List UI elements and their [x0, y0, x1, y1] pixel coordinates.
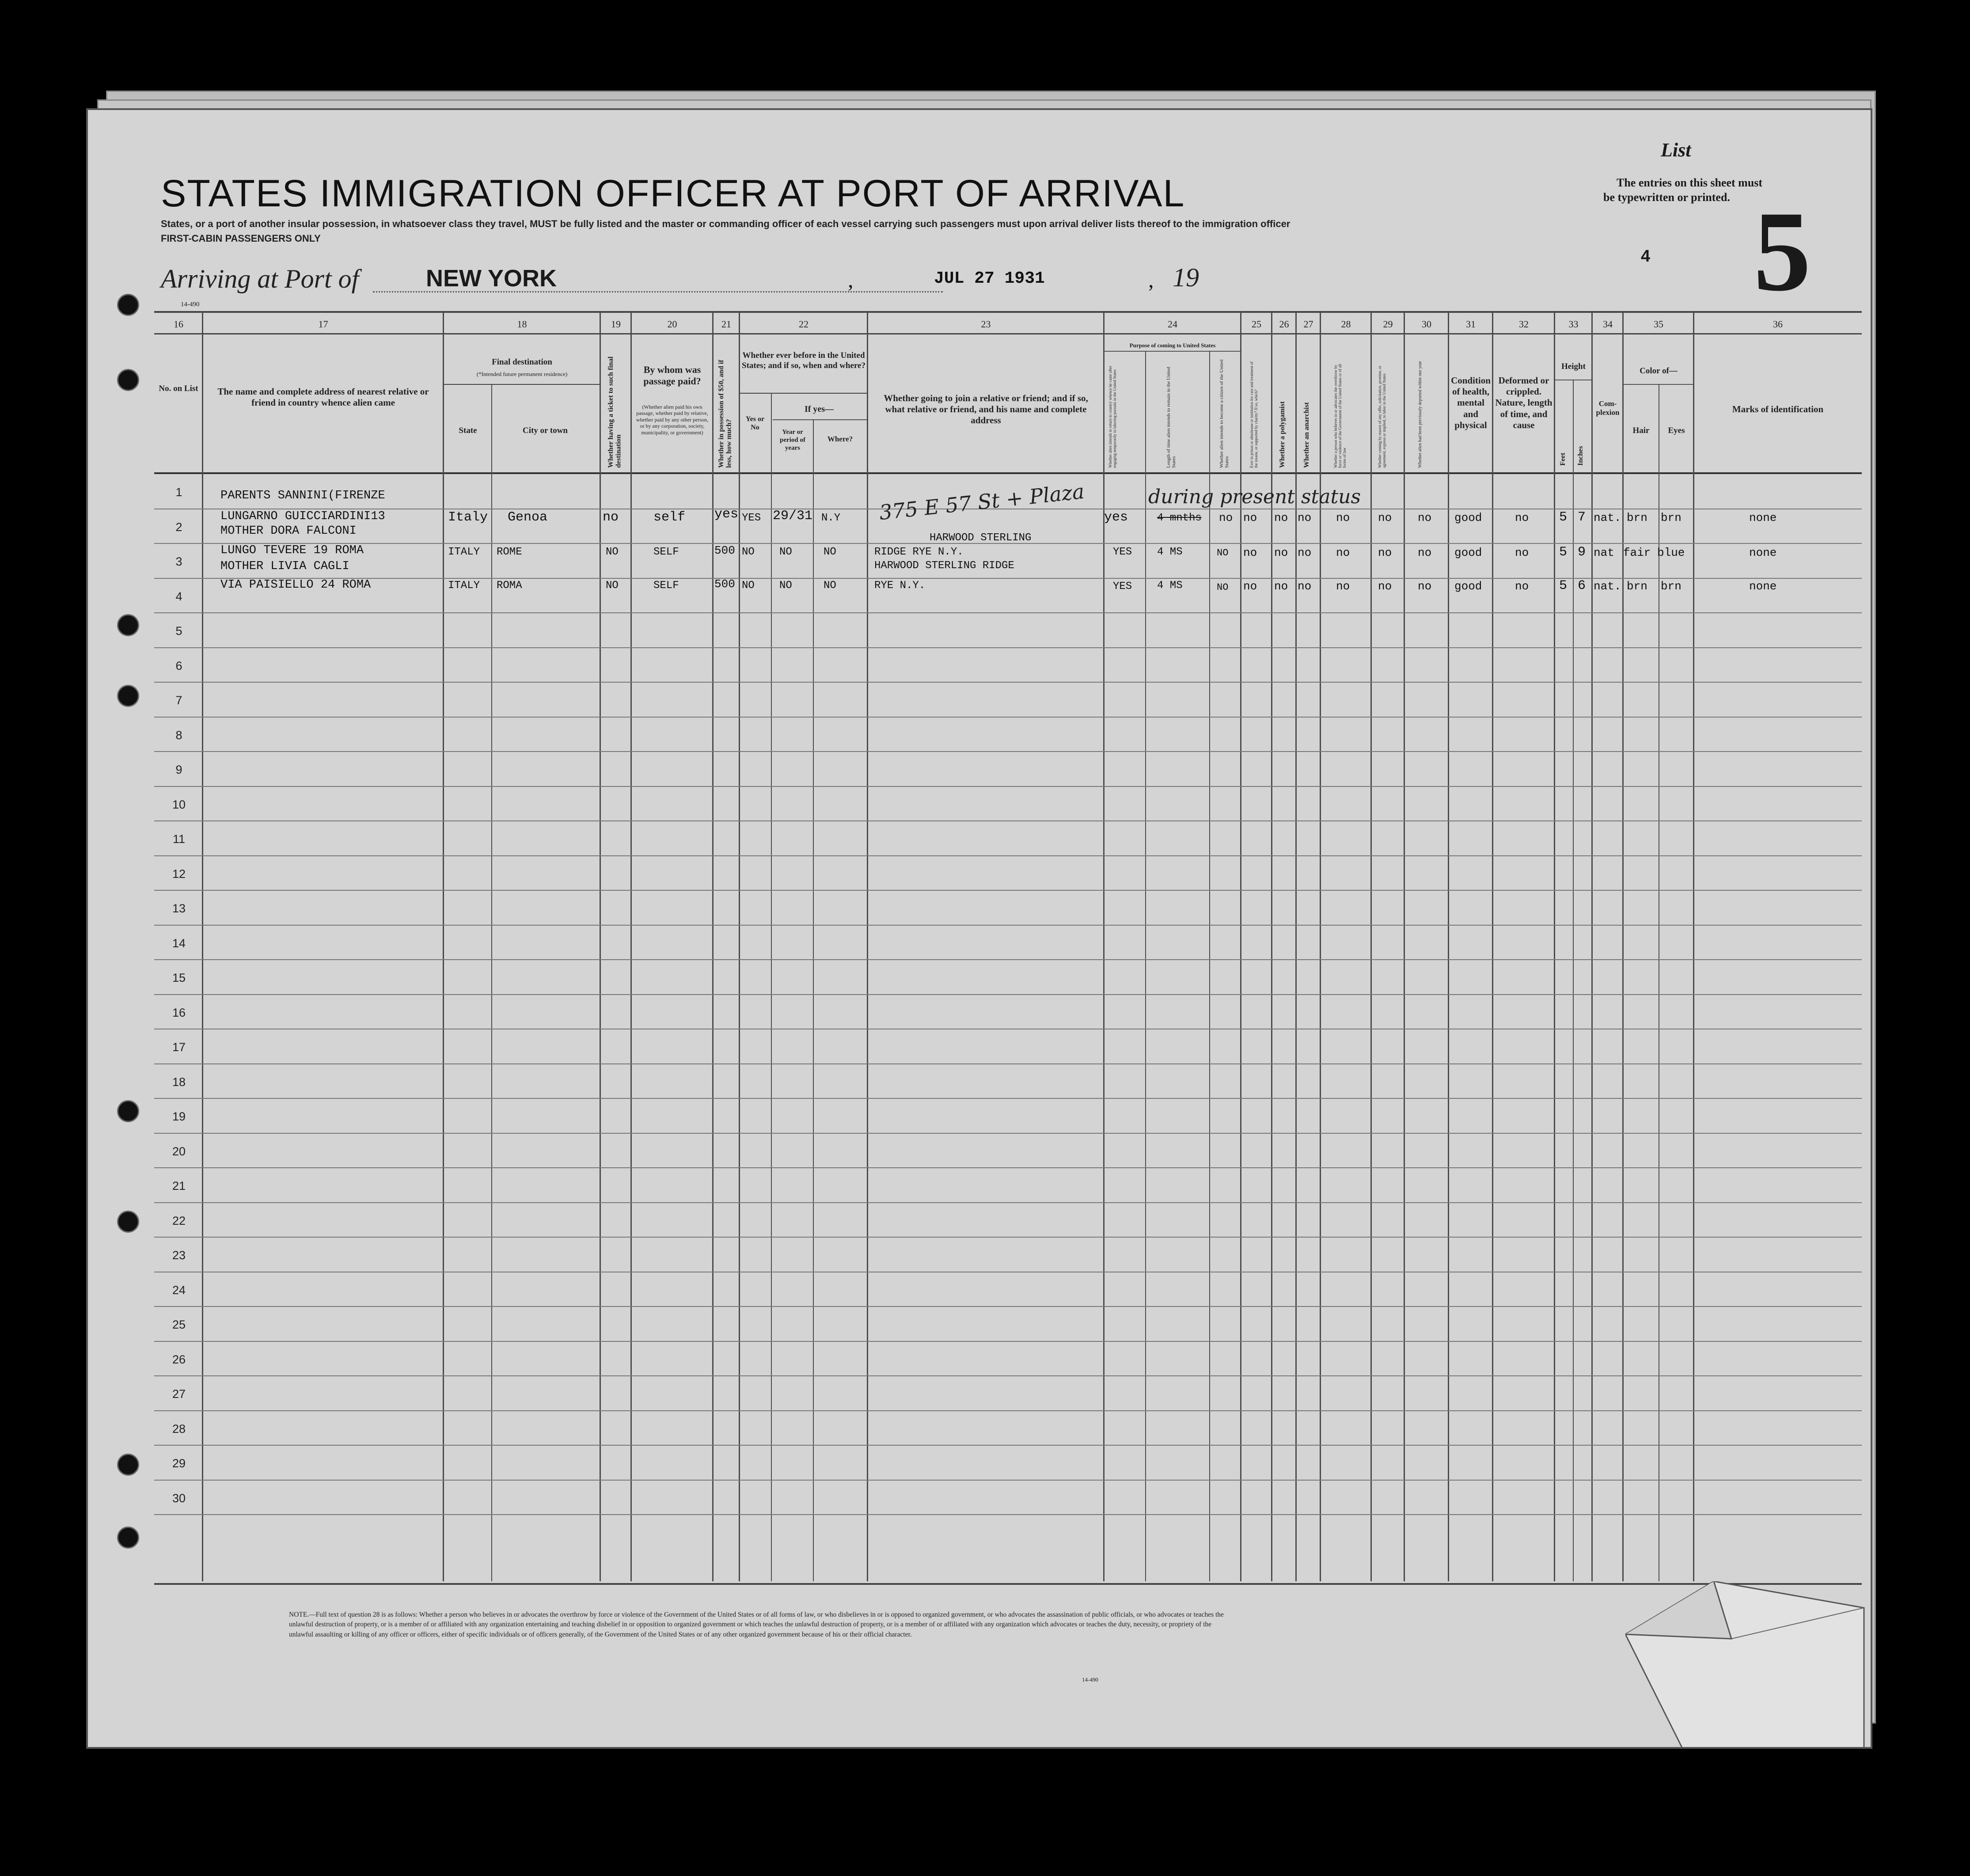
row3-where: NO	[824, 580, 836, 592]
col-34: 34	[1603, 319, 1613, 330]
list-label: List	[1661, 139, 1691, 161]
header-city: City or town	[522, 426, 568, 435]
header-final-destination-note: (*Intended future permanent residence)	[476, 371, 568, 377]
header-height: Height	[1561, 362, 1586, 371]
col-24: 24	[1168, 319, 1177, 330]
col-26: 26	[1279, 319, 1289, 330]
row2-c26: no	[1274, 546, 1288, 559]
row2-c30: no	[1418, 546, 1432, 559]
row2-c27: no	[1298, 546, 1312, 559]
row-rule	[154, 1410, 1862, 1411]
row1-eyes: brn	[1661, 511, 1682, 524]
header-inches: Inches	[1577, 446, 1584, 466]
row1-marks: none	[1749, 511, 1777, 524]
header-if-yes: If yes—	[804, 404, 834, 414]
col-33: 33	[1568, 319, 1579, 330]
row3-length: 4 MS	[1157, 580, 1183, 592]
line-number: 9	[175, 763, 182, 776]
row3-c27: no	[1298, 580, 1312, 593]
header-color-of: Color of—	[1640, 366, 1678, 376]
comma: ,	[848, 267, 854, 292]
row1-complexion: nat.	[1594, 511, 1621, 524]
row-rule	[154, 1098, 1862, 1099]
line-number: 2	[175, 520, 182, 534]
header-feet: Feet	[1559, 452, 1567, 466]
header-p3: Whether alien intends to become a citizen of the United States	[1219, 359, 1230, 468]
year-prefix: 19	[1173, 263, 1199, 292]
line-number: 26	[172, 1352, 186, 1366]
row1-money: yes	[714, 507, 739, 522]
col-32: 32	[1519, 319, 1529, 330]
row-rule	[154, 925, 1862, 926]
header-anarchist: Whether an anarchist	[1303, 402, 1310, 468]
line-number: 15	[172, 971, 186, 984]
row2-citizen: NO	[1217, 547, 1229, 558]
comma: ,	[1148, 267, 1154, 292]
col-31: 31	[1466, 319, 1476, 330]
row-rule	[154, 959, 1862, 960]
sheet-number: 4	[1641, 247, 1651, 266]
row-rule	[154, 1306, 1862, 1307]
row-rule	[154, 994, 1862, 995]
line-number: 17	[172, 1041, 186, 1054]
row2-condition: good	[1454, 546, 1482, 559]
header-passage-note: (Whether alien paid his own passage, whether paid by relative, whether paid by any other person, or by any corporation, society, municipality, or government)	[636, 404, 709, 436]
row2-relative-line1: MOTHER DORA FALCONI	[220, 524, 357, 538]
row2-marks: none	[1749, 546, 1777, 559]
row2-money: 500	[714, 544, 735, 557]
row3-joining-line1: HARWOOD STERLING RIDGE	[874, 560, 1014, 572]
row3-c29: no	[1378, 580, 1392, 593]
header-eyes: Eyes	[1668, 426, 1685, 435]
header-passage: By whom was passage paid?	[643, 364, 701, 387]
row-rule	[154, 1375, 1862, 1376]
line-number: 23	[172, 1249, 186, 1262]
col-29: 29	[1383, 319, 1393, 330]
row1-c26: no	[1274, 511, 1288, 524]
row3-year: NO	[779, 580, 792, 592]
col-36: 36	[1773, 319, 1783, 330]
row2-year: NO	[779, 546, 792, 558]
entries-note-1: The entries on this sheet must	[1617, 176, 1763, 189]
header-c29: Whether coming by reason of any offer, solicitation, promise, or agreement, express or implied, to labor in the United States	[1378, 365, 1386, 468]
row1-c25: no	[1243, 511, 1257, 524]
line-number: 20	[172, 1144, 186, 1158]
line-number: 22	[172, 1214, 186, 1227]
line-number: 13	[172, 902, 186, 915]
row2-eyes: blue	[1657, 546, 1685, 559]
row2-passage: SELF	[653, 546, 679, 558]
row-rule	[154, 647, 1862, 648]
header-where: Where?	[827, 435, 853, 443]
header-p2: Length of time alien intends to remain in the United States	[1166, 367, 1177, 468]
row-rule	[154, 1202, 1862, 1203]
col-18: 18	[517, 319, 527, 330]
row1-citizen: no	[1219, 511, 1233, 524]
row1-purpose-return: yes	[1104, 510, 1128, 525]
col-27: 27	[1303, 319, 1313, 330]
row2-relative-line2: LUNGO TEVERE 19 ROMA	[220, 544, 364, 557]
col-28: 28	[1341, 319, 1351, 330]
line-number: 3	[175, 555, 182, 568]
row1-ticket: no	[603, 510, 619, 525]
row-rule	[154, 1514, 1862, 1515]
binder-hole	[117, 369, 139, 391]
header-c30: Whether alien had been previously deported within one year	[1418, 361, 1423, 468]
row3-eyes: brn	[1661, 580, 1682, 593]
row-rule	[154, 890, 1862, 891]
row2-inches: 9	[1578, 545, 1586, 560]
row3-inches: 6	[1578, 578, 1586, 593]
line-number: 4	[175, 589, 182, 603]
row2-city: ROME	[497, 546, 522, 558]
arrival-date: JUL 27 1931	[934, 269, 1045, 288]
row3-c28: no	[1336, 580, 1350, 593]
footer-form-number: 14-490	[1082, 1676, 1098, 1683]
header-no-on-list: No. on List	[159, 384, 198, 393]
header-polygamist: Whether a polygamist	[1279, 401, 1286, 468]
binder-hole	[117, 1454, 139, 1476]
row3-c26: no	[1274, 580, 1288, 593]
line-number: 8	[175, 728, 182, 742]
page-title: STATES IMMIGRATION OFFICER AT PORT OF ARRIVAL	[161, 172, 1185, 215]
row-rule	[154, 855, 1862, 856]
line-number: 28	[172, 1422, 186, 1435]
port-name: NEW YORK	[426, 265, 557, 292]
row2-deformed: no	[1515, 546, 1529, 559]
header-final-destination: Final destination	[492, 357, 552, 367]
line-number: 1	[175, 486, 182, 499]
col-16: 16	[174, 319, 183, 330]
row3-citizen: NO	[1217, 582, 1229, 593]
line-number: 10	[172, 797, 186, 811]
col-25: 25	[1252, 319, 1261, 330]
row2-feet: 5	[1559, 545, 1568, 560]
row2-state: ITALY	[448, 546, 480, 558]
row1-c29: no	[1378, 511, 1392, 524]
row-rule	[154, 751, 1862, 752]
binder-hole	[117, 1527, 139, 1549]
row3-complexion: nat.	[1594, 580, 1621, 593]
line-number: 21	[172, 1179, 186, 1192]
row1-joining-typed: HARWOOD STERLING	[930, 532, 1032, 544]
row-rule	[154, 682, 1862, 683]
row-rule	[154, 612, 1862, 613]
line-number: 19	[172, 1110, 186, 1123]
row-rule	[154, 1063, 1862, 1064]
row1-feet: 5	[1559, 510, 1568, 525]
row1-c30: no	[1418, 511, 1432, 524]
row2-ever: NO	[742, 546, 755, 558]
header-c28: Whether a person who believes in or advocates the overthrow by force or violence of the Government of the United States or of all forms of law	[1333, 364, 1347, 468]
row2-c29: no	[1378, 546, 1392, 559]
row1-c28: no	[1336, 511, 1350, 524]
row3-relative-line2: VIA PAISIELLO 24 ROMA	[220, 578, 371, 592]
row1-hair: brn	[1627, 511, 1647, 524]
row-rule	[154, 1167, 1862, 1168]
row-rule	[154, 1445, 1862, 1446]
row1-passage: self	[653, 510, 686, 525]
header-marks: Marks of identification	[1732, 404, 1824, 414]
row3-c30: no	[1418, 580, 1432, 593]
row3-feet: 5	[1559, 578, 1568, 593]
row1-inches: 7	[1578, 510, 1586, 525]
header-hair: Hair	[1632, 426, 1650, 435]
binder-hole	[117, 1100, 139, 1122]
row3-deformed: no	[1515, 580, 1529, 593]
line-number: 24	[172, 1283, 186, 1297]
row2-ticket: NO	[606, 546, 619, 558]
binder-hole	[117, 294, 139, 316]
header-complexion: Com-plexion	[1596, 399, 1620, 417]
row2-joining: RIDGE RYE N.Y.	[874, 546, 964, 558]
row3-passage: SELF	[653, 580, 679, 592]
col-22: 22	[799, 319, 808, 330]
header-purpose: Purpose of coming to United States	[1129, 342, 1216, 349]
row-rule	[154, 1341, 1862, 1342]
row1-length-struck: 4 mnths	[1157, 512, 1202, 524]
col-23: 23	[981, 319, 991, 330]
row3-joining-line2: RYE N.Y.	[874, 580, 926, 592]
header-yes-no: Yes or No	[745, 415, 765, 432]
row3-state: ITALY	[448, 580, 480, 592]
subtitle-line-1: States, or a port of another insular possession, in whatsoever class they travel, MUST be fully listed and the master or commanding officer of each vessel carrying such passengers must upon arrival deliver lists thereof to the immigration officer	[161, 218, 1291, 229]
row-rule	[154, 786, 1862, 787]
line-number: 7	[175, 694, 182, 707]
folded-corner	[1625, 1581, 1872, 1749]
row3-hair: brn	[1627, 580, 1647, 593]
line-number: 5	[175, 624, 182, 638]
line-number: 14	[172, 936, 186, 950]
subtitle-line-2: FIRST-CABIN PASSENGERS ONLY	[161, 233, 321, 244]
manifest-sheet	[86, 108, 1872, 1749]
row3-c25: no	[1243, 580, 1257, 593]
header-deformed: Deformed or crippled. Nature, length of time, and cause	[1495, 375, 1552, 430]
row3-money: 500	[714, 577, 735, 591]
line-number: 27	[172, 1387, 186, 1401]
row1-c27: no	[1298, 511, 1312, 524]
row2-c25: no	[1243, 546, 1257, 559]
row3-city: ROMA	[497, 580, 522, 592]
header-relative: The name and complete address of nearest relative or friend in country whence alien came	[217, 386, 429, 408]
binder-hole	[117, 1211, 139, 1233]
line-number: 6	[175, 659, 182, 672]
line-number: 16	[172, 1006, 186, 1019]
col-19: 19	[611, 319, 621, 330]
row1-year: 29/31	[773, 509, 813, 524]
line-number: 30	[172, 1491, 186, 1505]
row3-ticket: NO	[606, 580, 619, 592]
line-number: 11	[172, 832, 186, 846]
row-rule	[154, 717, 1862, 718]
footer-note: NOTE.—Full text of question 28 is as follows: Whether a person who believes in or advocates the overthrow by force or violence of the Government of the United States or of all forms of law, or who disbelieves in or is opposed to organized government, or who advocates the assassination of public officials, or who advocates or teaches the unlawful destruction of property, or is a member of or affiliated with any organization entertaining and teaching disbelief in or opposition to organized government or which teaches the unlawful destruction of property, or is a member of or affiliated with any organization which advocates or teaches the duty, necessity, or propriety of the unlawful assaulting or killing of any officer or officers, either of specific individuals or of officers generally, of the Government of the United States or of any other organized government because of his or their official character.	[289, 1611, 1224, 1638]
form-number-top: 14-490	[181, 301, 200, 308]
line-number: 12	[172, 867, 186, 881]
col-35: 35	[1654, 319, 1663, 330]
row1-state: Italy	[448, 510, 488, 525]
row3-ever: NO	[742, 580, 755, 592]
row1-city: Genoa	[508, 510, 548, 525]
big-list-number: 5	[1754, 188, 1811, 315]
row3-marks: none	[1749, 580, 1777, 593]
header-state: State	[459, 426, 477, 435]
row1-deformed: no	[1515, 511, 1529, 524]
row1-ever: YES	[742, 512, 761, 524]
row1-condition: good	[1454, 511, 1482, 524]
header-condition: Condition of health, mental and physical	[1451, 375, 1491, 430]
header-ticket: Whether having a ticket to such final destination	[607, 356, 623, 468]
binder-hole	[117, 614, 139, 636]
arriving-label: Arriving at Port of	[161, 264, 359, 293]
row2-where: NO	[824, 546, 836, 558]
row3-condition: good	[1454, 580, 1482, 593]
row2-complexion: nat	[1594, 546, 1614, 559]
line-number: 29	[172, 1457, 186, 1470]
row-rule	[154, 820, 1862, 821]
header-year-period: Year or period of years	[780, 429, 805, 452]
row1-where: N.Y	[821, 512, 841, 524]
line-number: 18	[172, 1075, 186, 1089]
row-rule	[154, 1480, 1862, 1481]
row1-relative-line1: PARENTS SANNINI(FIRENZE	[220, 489, 385, 502]
row-rule	[154, 578, 1862, 579]
header-joining: Whether going to join a relative or friend; and if so, what relative or friend, and his name and complete address	[884, 393, 1088, 426]
header-money: Whether in possession of $50, and if less, how much?	[717, 360, 733, 468]
row2-purpose-return: YES	[1113, 546, 1132, 558]
row-area	[88, 110, 1871, 1747]
row1-joining-handwritten: 375 E 57 St + Plaza	[878, 479, 1086, 525]
binder-hole	[117, 685, 139, 707]
header-c25: Ever in prison or almshouse or institution for care and treatment of the insane, or supported by charity? If so, which?	[1249, 361, 1258, 468]
col-21: 21	[721, 319, 731, 330]
row1-relative-line2: LUNGARNO GUICCIARDINI13	[220, 510, 385, 523]
col-20: 20	[667, 319, 677, 330]
row-rule	[154, 1237, 1862, 1238]
col-17: 17	[318, 319, 328, 330]
row-rule	[154, 1133, 1862, 1134]
line-number: 25	[172, 1318, 186, 1331]
entries-note-2: be typewritten or printed.	[1603, 191, 1730, 204]
row2-c28: no	[1336, 546, 1350, 559]
row2-length: 4 MS	[1157, 546, 1183, 558]
row1-length-handwritten: during present status	[1148, 486, 1361, 508]
col-30: 30	[1422, 319, 1431, 330]
header-p1: Whether alien intends to return to country whence he came after engaging temporarily in laboring pursuits in the United States	[1108, 365, 1117, 468]
row2-hair: fair	[1623, 546, 1651, 559]
row3-purpose-return: YES	[1113, 581, 1132, 592]
header-ever-before: Whether ever before in the United States; and if so, when and where?	[742, 351, 865, 370]
row3-relative-line1: MOTHER LIVIA CAGLI	[220, 560, 349, 573]
